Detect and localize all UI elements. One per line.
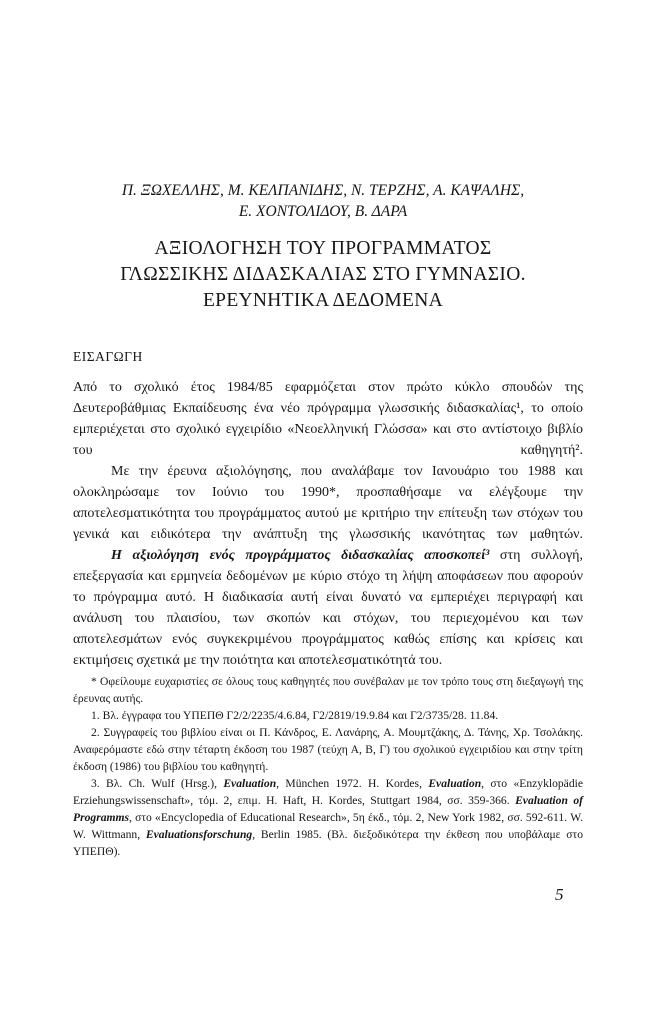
footnote-2: 2. Συγγραφείς του βιβλίου είναι οι Π. Κάνδρος, Ε. Λανάρης, Α. Μουμτζάκης, Δ. Τάνης, Χρ. Τσολάκης. Αναφερόμαστε εδώ στην τέταρτη έκδοση του 1987 (τεύχη Α, Β, Γ) του σχολικού εγχειριδίου και στην τρίτη έκδοση (1986) του βιβλίου του καθηγητή. [73,726,583,773]
author-line-2: Ε. ΧΟΝΤΟΛΙΔΟΥ, Β. ΔΑΡΑ [238,203,408,220]
footnote-3-title-4: Evaluationsforschung [145,828,253,841]
footnote-3-part-c: , München 1972. H. Kordes, [276,777,429,790]
footnote-3-title-1: Evaluation [223,777,277,790]
section-heading: ΕΙΣΑΓΩΓΗ [73,349,143,364]
footnotes [73,673,583,860]
paragraph-3 [73,545,583,671]
paragraph-3-text: στη συλλογή, επεξεργασία και ερμηνεία δεδομένων με κύριο στόχο τη λήψη αποφάσεων που αφορούν το πρόγραμμα αυτό. Η διαδικασία αυτή είναι δυνατό να εμπεριέχει περιγραφή και ανάλυση του πλαισίου, των σκοπών και στόχων, του περιεχομένου και των αποτελεσμάτων ενός συγκεκριμένου προγράμματος καθώς επίσης και κρίσεις και εκτιμήσεις σχετικά με την ποιότητα και αποτελεσματικότητά του. [73,548,583,668]
title-line-3: ΕΡΕΥΝΗΤΙΚΑ ΔΕΔΟΜΕΝΑ [202,290,444,311]
footnote-3 [73,775,583,860]
footnote-3-title-3: Evaluation of Programms [73,794,583,824]
footnote-3-title-2: Evaluation [428,777,482,790]
footnote-3-part-g: , στο «Encyclopedia of Educational Research», 5η έκδ., τόμ. 2, New York 1982, σσ. 592-611. W. W. Wittmann, [73,811,583,841]
paragraph-3-emphasis: Η αξιολόγηση ενός προγράμματος διδασκαλίας αποσκοπεί³ [111,548,490,563]
body-text [73,377,583,671]
title-line-1: ΑΞΙΟΛΟΓΗΣΗ ΤΟΥ ΠΡΟΓΡΑΜΜΑΤΟΣ [154,238,492,259]
article-title [60,236,586,314]
author-list [60,180,586,222]
footnote-3-part-e: , στο «Enzyklopädie Erziehungswissenschaft», τόμ. 2, επιμ. H. Haft, H. Kordes, Stuttgart 1984, σσ. 359-366. [73,777,583,807]
title-line-2: ΓΛΩΣΣΙΚΗΣ ΔΙΔΑΣΚΑΛΙΑΣ ΣΤΟ ΓΥΜΝΑΣΙΟ. [120,264,526,285]
footnote-3-part-a: 3. Βλ. Ch. Wulf (Hrsg.), [91,777,224,790]
paragraph-1: Από το σχολικό έτος 1984/85 εφαρμόζεται στον πρώτο κύκλο σπουδών της Δευτεροβάθμιας Εκπαίδευσης ένα νέο πρόγραμμα γλωσσικής διδασκαλίας¹, το οποίο εμπεριέχεται στο σχολικό εγχειρίδιο «Νεοελληνική Γλώσσα» και στο αντίστοιχο βιβλίο του καθηγητή². [73,380,583,458]
paragraph-2: Με την έρευνα αξιολόγησης, που αναλάβαμε τον Ιανουάριο του 1988 και ολοκληρώσαμε τον Ιούνιο του 1990*, προσπαθήσαμε να ελέγξουμε την αποτελεσματικότητα του προγράμματος αυτού με κριτήριο την επίτευξη των στόχων του γενικά και ειδικότερα την ανάπτυξη της γλωσσικής ικανότητας των μαθητών. [73,464,583,542]
footnote-3-part-i: , Berlin 1985. (Βλ. διεξοδικότερα την έκθεση που υποβάλαμε στο ΥΠΕΠΘ). [73,828,583,858]
footnote-1: 1. Βλ. έγγραφα του ΥΠΕΠΘ Γ2/2/2235/4.6.84, Γ2/2819/19.9.84 και Γ2/3735/28. 11.84. [91,709,499,722]
footnote-star: * Οφείλουμε ευχαριστίες σε όλους τους καθηγητές που συνέβαλαν με τον τρόπο τους στη διεξαγωγή της έρευνας αυτής. [73,675,583,705]
author-line-1: Π. ΞΩΧΕΛΛΗΣ, Μ. ΚΕΛΠΑΝΙΔΗΣ, Ν. ΤΕΡΖΗΣ, Α. ΚΑΨΑΛΗΣ, [121,182,525,199]
page-number: 5 [555,885,564,904]
